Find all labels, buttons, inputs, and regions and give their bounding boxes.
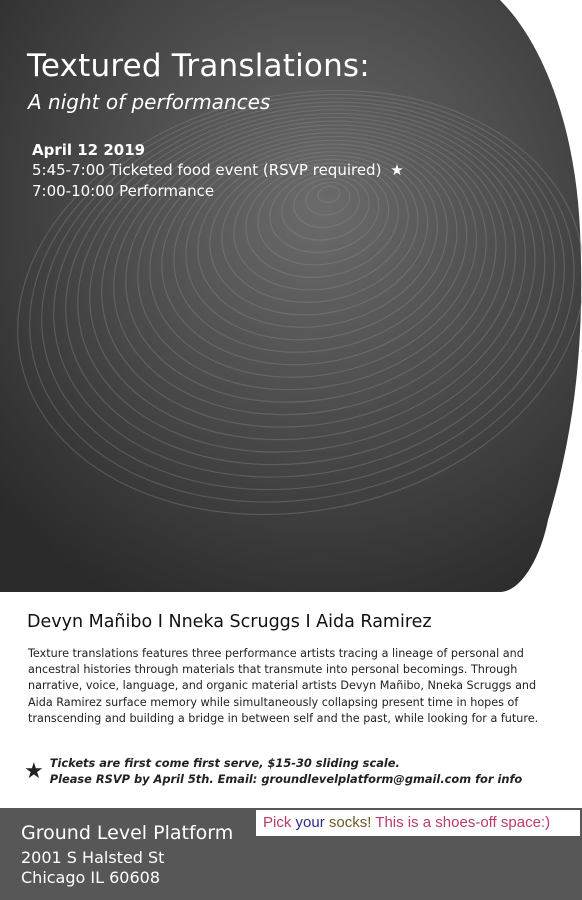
socks-word-socks: socks! <box>328 814 376 831</box>
event-description: Texture translations features three performance artists tracing a lineage of personal and ancestral histories through materials that transmute into personal becomings. Through narrative, voice, language, and organic material artists Devyn Mañibo, Nneka Scruggs and Aida Ramirez surface memory while simultaneously collapsing present time in hopes of transcending and building a bridge in between self and the past, while looking for a future. <box>28 647 539 725</box>
venue-name: Ground Level Platform <box>21 822 234 844</box>
socks-word-your: your <box>295 814 329 831</box>
venue-city: Chicago IL 60608 <box>21 868 161 887</box>
socks-word-rest: This is a shoes-off space:) <box>375 814 551 831</box>
rsvp-info: Please RSVP by April 5th. Email: groundlevelplatform@gmail.com for info <box>49 772 523 786</box>
artist-list: Devyn Mañibo I Nneka Scruggs I Aida Ramirez <box>27 612 432 632</box>
schedule-performance: 7:00-10:00 Performance <box>32 182 215 200</box>
socks-word-pick: Pick <box>263 814 296 831</box>
event-subtitle: A night of performances <box>28 90 271 114</box>
event-date: April 12 2019 <box>32 141 146 159</box>
event-title: Textured Translations: <box>27 48 370 84</box>
star-icon: ★ <box>24 758 44 783</box>
ticket-pricing: Tickets are first come first serve, $15-30 sliding scale. <box>49 756 400 770</box>
ticket-info <box>24 755 522 787</box>
schedule-item <box>32 182 214 200</box>
schedule-item <box>32 161 404 179</box>
schedule-food-event: 5:45-7:00 Ticketed food event (RSVP required) <box>32 161 382 179</box>
socks-note <box>256 810 580 836</box>
star-icon: ★ <box>390 161 404 179</box>
venue-street: 2001 S Halsted St <box>21 848 165 867</box>
